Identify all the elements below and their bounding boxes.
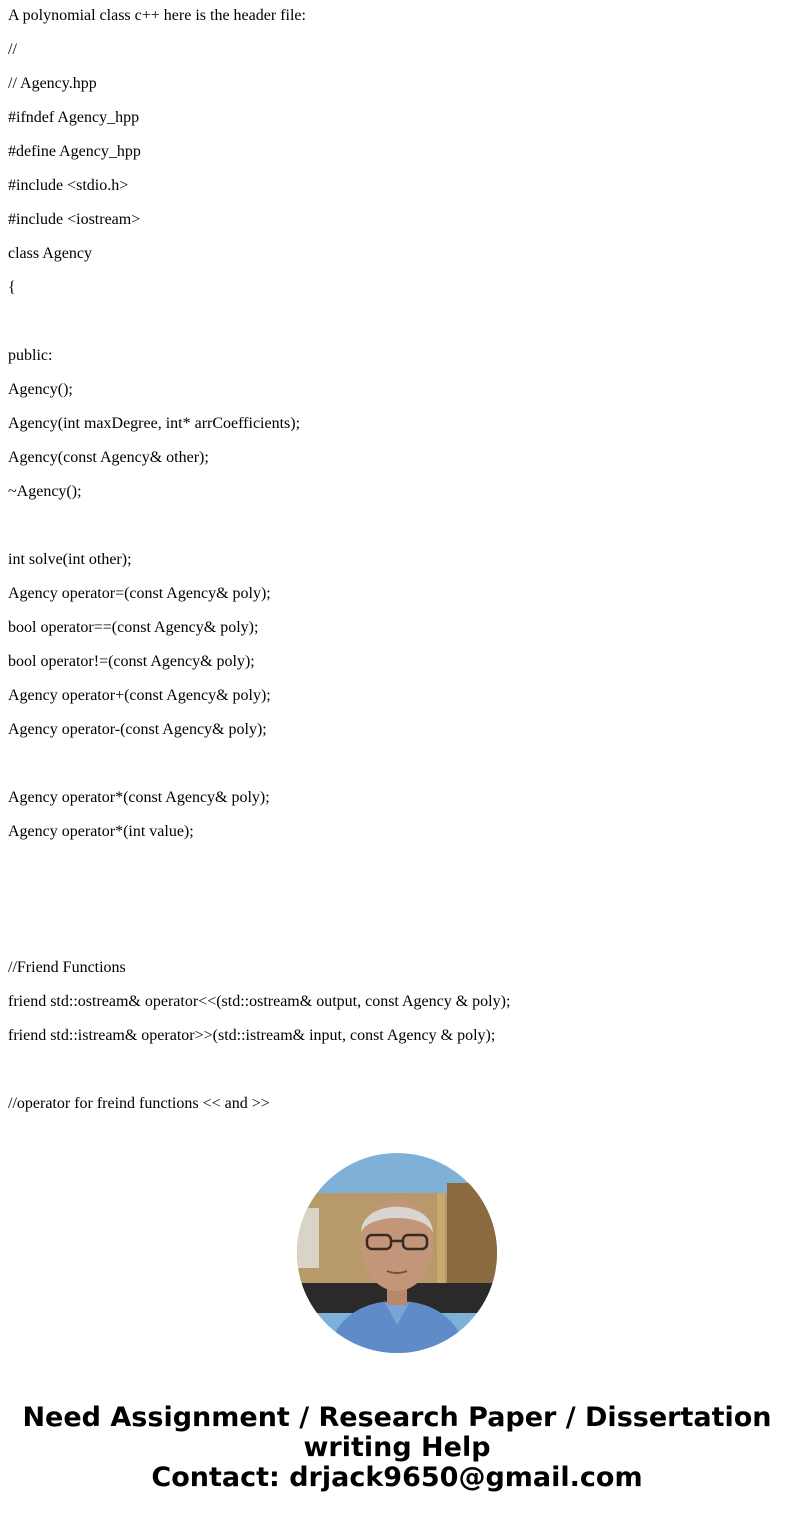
text-line: //operator for freind functions << and >> [8,1095,270,1112]
promo-contact: Contact: drjack9650@gmail.com [151,1462,643,1493]
blank-line [8,1054,788,1088]
promo-banner [0,1403,794,1493]
blank-line [8,918,788,952]
text-line: #include <iostream> [8,211,141,228]
text-line: bool operator==(const Agency& poly); [8,619,259,636]
text-line: public: [8,347,53,364]
text-line: Agency operator=(const Agency& poly); [8,585,271,602]
text-line: Agency operator*(const Agency& poly); [8,789,270,806]
text-line: Agency operator-(const Agency& poly); [8,721,267,738]
blank-line [8,306,788,340]
portrait-image [297,1153,497,1353]
text-line: #include <stdio.h> [8,177,129,194]
text-line: Agency(const Agency& other); [8,449,209,466]
text-line: #define Agency_hpp [8,143,141,160]
text-line: { [8,279,16,296]
author-portrait [297,1153,497,1353]
text-line: class Agency [8,245,92,262]
blank-line [8,510,788,544]
text-line: bool operator!=(const Agency& poly); [8,653,255,670]
text-line: //Friend Functions [8,959,126,976]
text-line: // [8,41,17,58]
blank-line [8,850,788,884]
promo-line-2: writing Help [303,1432,491,1463]
text-line: friend std::ostream& operator<<(std::ostream& output, const Agency & poly); [8,993,511,1010]
text-line: ~Agency(); [8,483,82,500]
text-line: A polynomial class c++ here is the header file: [8,7,306,24]
text-line: #ifndef Agency_hpp [8,109,140,126]
blank-line [8,748,788,782]
document-body [8,0,788,1122]
text-line: int solve(int other); [8,551,132,568]
promo-line-1: Need Assignment / Research Paper / Dissertation [22,1402,772,1433]
text-line: // Agency.hpp [8,75,97,92]
blank-line [8,884,788,918]
text-line: Agency operator+(const Agency& poly); [8,687,271,704]
text-line: friend std::istream& operator>>(std::istream& input, const Agency & poly); [8,1027,496,1044]
text-line: Agency(); [8,381,73,398]
text-line: Agency(int maxDegree, int* arrCoefficients); [8,415,301,432]
text-line: Agency operator*(int value); [8,823,194,840]
